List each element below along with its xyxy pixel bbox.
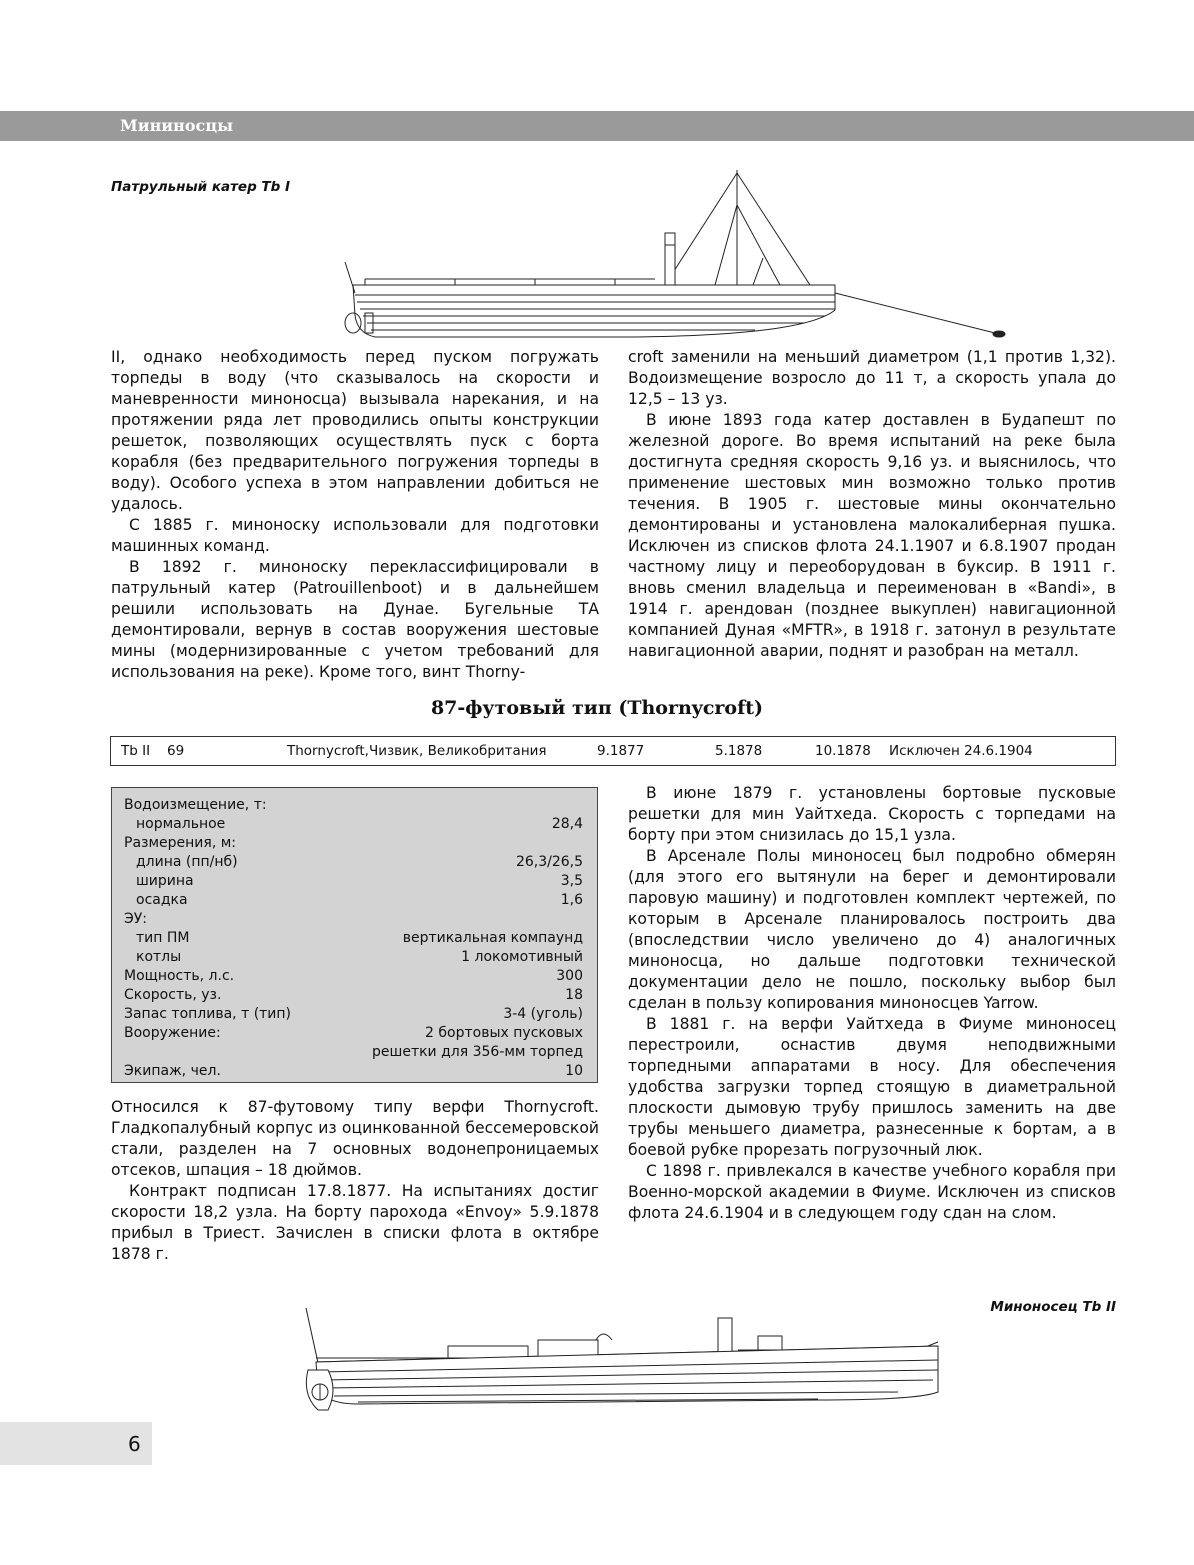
paragraph: В Арсенале Полы миноносец был подробно обмерян (для этого его вытянули на берег и демонтировали паровую машину) и подготовлен комплект чертежей, по которым в Арсенале планировалось построить два (впоследствии число увеличено до 4) аналогичных миноносца, но дальше подготовки технической документации дело не пошло, поскольку выбор был сделан в пользу копирования миноносцев Yarrow. [628, 847, 1116, 1012]
paragraph: С 1898 г. привлекался в качестве учебного корабля при Военно-морской академии в Фиуме. Исключен из списков флота 24.6.1904 и в следующем году сдан на слом. [628, 1162, 1116, 1222]
spec-row: Мощность, л.с. 300 [124, 968, 583, 984]
spec-row: нормальное 28,4 [136, 816, 583, 832]
spec-row: котлы 1 локомотивный [136, 949, 583, 965]
spec-row: ЭУ: [124, 911, 148, 927]
torpedo-boat-drawing [298, 1300, 948, 1425]
paragraph: Контракт подписан 17.8.1877. На испытаниях достиг скорости 18,2 узла. На борту парохода «Envoy» 5.9.1878 прибыл в Триест. Зачислен в списки флота в октябре 1878 г. [111, 1182, 599, 1263]
text-column-right-upper [628, 347, 1116, 662]
ship-fate: Исключен 24.6.1904 [889, 743, 1033, 759]
spec-row: решетки для 356-мм торпед [372, 1044, 583, 1060]
section-title: 87-футовый тип (Thornycroft) [430, 697, 764, 719]
paragraph: В 1881 г. на верфи Уайтхеда в Фиуме миноносец перестроили, оснастив двумя неподвижными торпедными аппаратами в носу. Для обеспечения удобства загрузки торпед стоящую в диаметральной плоскости дымовую трубу пришлось заменить на две трубы меньшего диаметра, разнесенные к бортам, а в боевой рубке прорезать погрузочный люк. [628, 1015, 1116, 1159]
paragraph: В июне 1893 года катер доставлен в Будапешт по железной дороге. Во время испытаний на реке была достигнута средняя скорость 9,16 уз. и выяснилось, что применение шестовых мин возможно только против течения. В 1905 г. шестовые мины окончательно демонтированы и установлена малокалиберная пушка. Исключен из списков флота 24.1.1907 и 6.8.1907 продан частному лицу и переоборудован в буксир. В 1911 г. вновь сменил владельца и переименован в «Bandi», в 1914 г. арендован (позднее выкуплен) навигационной компанией Дуная «MFTR», в 1918 г. затонул в результате навигационной аварии, поднят и разобран на металл. [628, 411, 1116, 660]
paragraph: С 1885 г. миноноску использовали для подготовки машинных команд. [111, 516, 599, 555]
running-header-title: Мининосцы [120, 116, 234, 135]
figure-caption-top: Патрульный катер Tb I [111, 179, 291, 195]
paragraph: croft заменили на меньший диаметром (1,1 против 1,32). Водоизмещение возросло до 11 т, а скорость упала до 12,5 – 13 уз. [628, 348, 1116, 408]
spec-row: ширина 3,5 [136, 873, 583, 889]
ship-launched: 5.1878 [715, 743, 763, 759]
ship-laid-down: 9.1877 [597, 743, 645, 759]
paragraph: Относился к 87-футовому типу верфи Thornycroft. Гладкопалубный корпус из оцинкованной бессемеровской стали, разделен на 7 основных водонепроницаемых отсеков, шпация – 18 дюймов. [111, 1098, 599, 1179]
spec-row: Скорость, уз. 18 [124, 987, 583, 1003]
spec-row: Водоизмещение, т: [124, 797, 267, 813]
page-number: 6 [128, 1432, 141, 1456]
spec-row: Размерения, м: [124, 835, 236, 851]
text-column-right-lower [628, 783, 1116, 1224]
ship-number: 69 [167, 743, 185, 759]
text-column-left-lower [111, 1097, 599, 1265]
ship-builder: Thornycroft,Чизвик, Великобритания [287, 743, 547, 759]
paragraph: II, однако необходимость перед пуском погружать торпеды в воду (что сказывалось на скорости и маневренности миноносца) вызывала нарекания, и на протяжении ряда лет проводились опыты конструкции решеток, позволяющих осуществлять пуск с борта корабля (без предварительного погружения торпеды в воду). Особого успеха в этом направлении добиться не удалось. [111, 348, 599, 513]
paragraph: В 1892 г. миноноску переклассифицировали в патрульный катер (Patrouillenboot) и в дальнейшем решили использовать на Дунае. Бугельные ТА демонтировали, вернув в состав вооружения шестовые мины (модернизированные с учетом требований для использования на реке). Кроме того, винт Thorny- [111, 558, 599, 681]
spec-row: длина (пп/нб) 26,3/26,5 [136, 854, 583, 870]
spec-row: осадка 1,6 [136, 892, 583, 908]
spec-row: Вооружение: 2 бортовых пусковых [124, 1025, 583, 1041]
page-number-box [0, 1422, 152, 1465]
paragraph: В июне 1879 г. установлены бортовые пусковые решетки для мин Уайтхеда. Скорость с торпедами на борту при этом снизилась до 15,1 узла. [628, 784, 1116, 844]
ship-commissioned: 10.1878 [815, 743, 871, 759]
spec-row: Экипаж, чел. 10 [124, 1063, 583, 1079]
text-column-left-upper [111, 347, 599, 683]
running-header [0, 111, 1194, 141]
figure-caption-bottom: Миноносец Tb II [990, 1299, 1116, 1315]
ship-name: Tb II [121, 743, 151, 759]
patrol-boat-drawing [335, 165, 1015, 345]
spec-row: Запас топлива, т (тип) 3-4 (уголь) [124, 1006, 583, 1022]
specifications-box [111, 787, 598, 1083]
ship-info-row [110, 736, 1116, 766]
spec-row: тип ПМ вертикальная компаунд [136, 930, 583, 946]
